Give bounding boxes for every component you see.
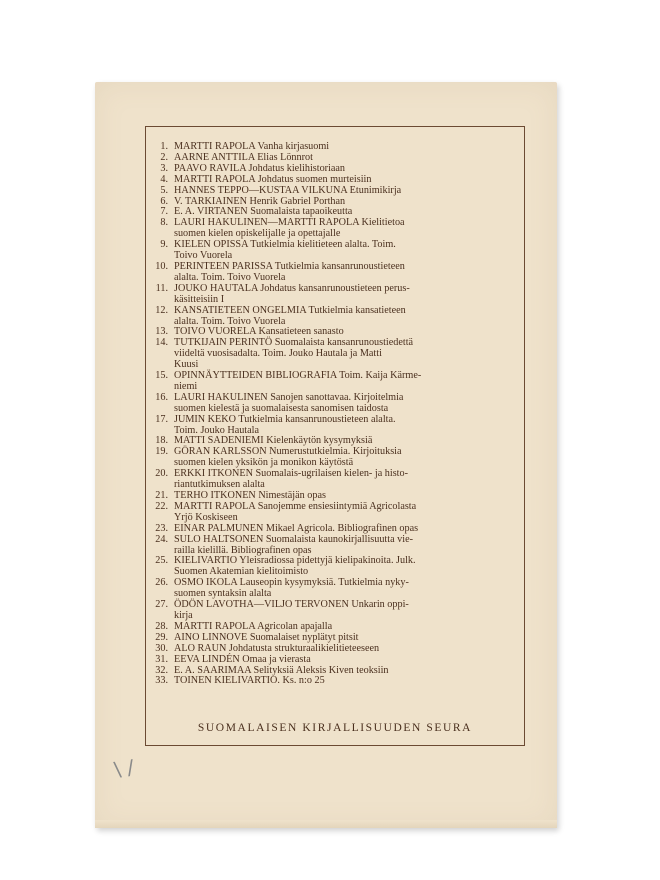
item-number: 2. [160,151,168,163]
list-item [152,655,520,666]
item-continuation-line: käsitteisiin I [174,293,225,305]
item-text [174,535,520,557]
item-continuation-line: Toivo Vuorela [174,250,233,262]
list-item [152,578,520,600]
item-title-line: SULO HALTSONEN Suomalaista kaunokirjallisuutta vie- [174,533,414,545]
list-item [152,556,520,578]
item-text [174,676,520,687]
item-number: 27. [155,599,168,611]
item-title-line: TUTKIJAIN PERINTÖ Suomalaista kansanrunoustiedettä [174,337,414,349]
publisher-name: SUOMALAISEN KIRJALLISUUDEN SEURA [197,722,473,734]
list-item [152,175,520,186]
list-item [152,393,520,415]
item-title-line: OPINNÄYTTEIDEN BIBLIOGRAFIA Toim. Kaija Kärme- [174,370,422,382]
list-item [152,502,520,524]
item-text [174,306,520,328]
item-number: 19. [155,446,168,458]
item-title-line: TOIVO VUORELA Kansatieteen sanasto [174,326,344,338]
item-text [174,469,520,491]
item-text [174,556,520,578]
item-title-line: ALO RAUN Johdatusta strukturaalikielitieteeseen [174,642,380,654]
list-item [152,535,520,557]
item-title-line: PAAVO RAVILA Johdatus kielihistoriaan [174,162,346,174]
item-continuation-line: viideltä vuosisadalta. Toim. Jouko Hautala ja Matti [174,348,382,360]
item-title-line: LAURI HAKULINEN—MARTTI RAPOLA Kielitietoa [174,217,405,229]
item-title-line: KIELEN OPISSA Tutkielmia kielitieteen alalta. Toim. [174,239,396,251]
item-number: 14. [155,337,168,349]
item-title-line: KANSATIETEEN ONGELMIA Tutkielmia kansatieteen [174,304,406,316]
item-title-line: JOUKO HAUTALA Johdatus kansanrunoustieteen perus- [174,282,410,294]
list-item [152,338,520,371]
item-title-line: ÖDÖN LAVOTHA—VILJO TERVONEN Unkarin oppi- [174,599,409,611]
list-item [152,644,520,655]
item-number: 13. [155,326,168,338]
item-number: 5. [160,184,168,196]
item-number: 31. [155,653,168,665]
item-title-line: TERHO ITKONEN Nimestäjän opas [174,490,326,501]
item-title-line: AINO LINNOVE Suomalaiset nyplätyt pitsit [174,631,359,643]
list-item [152,218,520,240]
item-number: 4. [160,173,168,185]
item-number: 33. [155,675,168,687]
item-title-line: GÖRAN KARLSSON Numerustutkielmia. Kirjoituksia [174,446,402,458]
item-title-line: HANNES TEPPO—KUSTAA VILKUNA Etunimikirja [174,184,402,196]
item-text [174,262,520,284]
item-text [174,447,520,469]
item-title-line: JUMIN KEKO Tutkielmia kansanrunoustieteen alalta. [174,413,396,425]
list-item [152,447,520,469]
item-title-line: MARTTI RAPOLA Vanha kirjasuomi [174,141,330,152]
item-text [174,524,520,535]
item-title-line: ERKKI ITKONEN Suomalais-ugrilaisen kielen- ja histo- [174,468,408,480]
item-title-line: TOINEN KIELIVARTIO. Ks. n:o 25 [174,675,325,687]
item-number: 15. [155,370,168,382]
item-title-line: LAURI HAKULINEN Sanojen sanottavaa. Kirjoitelmia [174,391,404,403]
item-number: 9. [160,239,168,251]
list-item [152,524,520,535]
item-continuation-line: riantutkimuksen alalta [174,479,265,491]
item-title-line: E. A. VIRTANEN Suomalaista tapaoikeutta [174,206,353,218]
item-title-line: PERINTEEN PARISSA Tutkielmia kansanrunoustieteen [174,260,405,272]
list-item [152,371,520,393]
item-number: 3. [160,162,168,174]
list-item [152,262,520,284]
list-item [152,415,520,437]
item-title-line: AARNE ANTTILA Elias Lönnrot [174,151,313,163]
item-continuation-line: suomen kielen yksikön ja monikon käytöstä [174,457,354,469]
item-text [174,218,520,240]
list-item [152,306,520,328]
item-continuation-line: alalta. Toim. Toivo Vuorela [174,271,286,283]
list-item [152,469,520,491]
item-continuation-line: suomen kielen opiskelijalle ja opettajalle [174,228,341,240]
item-number: 16. [155,391,168,403]
item-title-line: MARTTI RAPOLA Johdatus suomen murteisiin [174,173,372,185]
list-item [152,186,520,197]
item-continuation-line: kirja [174,609,193,621]
item-text [174,415,520,437]
list-item [152,600,520,622]
item-number: 22. [155,500,168,512]
item-text [174,240,520,262]
pencil-mark: \ / [112,754,136,782]
item-number: 29. [155,631,168,643]
item-number: 17. [155,413,168,425]
series-title-list [152,142,520,687]
item-number: 18. [155,435,168,447]
item-number: 32. [155,664,168,676]
item-text [174,655,520,666]
list-item [152,284,520,306]
item-number: 26. [155,577,168,589]
item-text [174,284,520,306]
item-number: 6. [160,195,168,207]
item-number: 11. [155,282,168,294]
item-number: 12. [155,304,168,316]
item-text [174,186,520,197]
item-text [174,371,520,393]
item-title-line: MARTTI RAPOLA Agricolan apajalla [174,620,333,632]
item-number: 23. [155,522,168,534]
item-number: 30. [155,642,168,654]
item-number: 10. [155,260,168,272]
item-text [174,600,520,622]
item-continuation-line: Yrjö Koskiseen [174,511,238,523]
item-title-line: EINAR PALMUNEN Mikael Agricola. Bibliografinen opas [174,522,419,534]
item-continuation-line: Suomen Akatemian kielitoimisto [174,566,309,578]
item-text [174,502,520,524]
item-number: 25. [155,555,168,567]
item-continuation-line: niemi [174,380,198,392]
item-number: 24. [155,533,168,545]
item-continuation-line: Toim. Jouko Hautala [174,424,260,436]
item-text [174,393,520,415]
item-number: 1. [160,141,168,152]
item-text [174,175,520,186]
item-number: 21. [155,490,168,501]
item-title-line: V. TARKIAINEN Henrik Gabriel Porthan [174,195,346,207]
item-continuation-line: Kuusi [174,359,199,371]
item-text [174,578,520,600]
item-title-line: MARTTI RAPOLA Sanojemme ensiesiintymiä Agricolasta [174,500,417,512]
item-title-line: KIELIVARTIO Yleisradiossa pidettyjä kielipakinoita. Julk. [174,555,416,567]
item-continuation-line: alalta. Toim. Toivo Vuorela [174,315,286,327]
item-continuation-line: suomen kielestä ja suomalaisesta sanomisen taidosta [174,402,389,414]
list-item [152,240,520,262]
item-text [174,644,520,655]
item-number: 8. [160,217,168,229]
item-title-line: OSMO IKOLA Lauseopin kysymyksiä. Tutkielmia nyky- [174,577,409,589]
item-number: 7. [160,206,168,218]
item-title-line: E. A. SAARIMAA Selityksiä Aleksis Kiven teoksiin [174,664,389,676]
item-title-line: MATTI SADENIEMI Kielenkäytön kysymyksiä [174,435,373,447]
list-item [152,676,520,687]
item-title-line: EEVA LINDÉN Omaa ja vierasta [174,653,311,665]
item-continuation-line: railla kielillä. Bibliografinen opas [174,544,312,556]
item-number: 20. [155,468,168,480]
item-continuation-line: suomen syntaksin alalta [174,588,272,600]
item-text [174,338,520,371]
item-number: 28. [155,620,168,632]
